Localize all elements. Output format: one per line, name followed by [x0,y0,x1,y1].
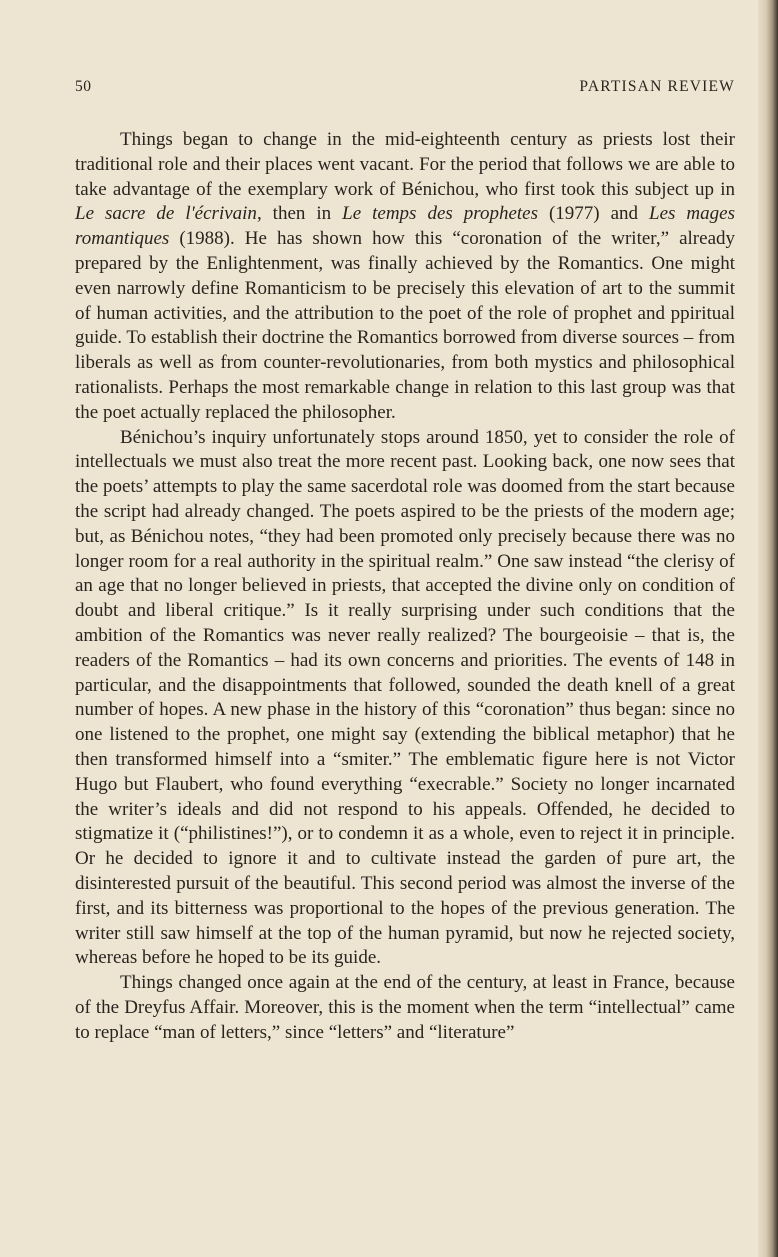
book-title-les-mages: Les mages romantiques [75,203,735,250]
paragraph-2: Bénichou’s inquiry unfortunately stops around 1850, yet to consider the role of intellectuals we must also treat the more recent past. Looking back, one now sees that the poets’ attempts to play the same sacerdotal role was doomed from the start because the script had already changed. The poets aspired to be the priests of the modern age; but, as Bénichou notes, “they had been promoted only precisely because there was no longer room for a real authority in the spiritual realm.” One saw instead “the clerisy of an age that no longer believed in priests, that accepted the divine only on condition of doubt and liberal critique.” Is it really surprising under such conditions that the ambition of the Romantics was never really realized? The bourgeoisie – that is, the readers of the Romantics – had its own concerns and priorities. The events of 148 in particular, and the disappointments that followed, sounded the death knell of a great number of hopes. A new phase in the history of this “coronation” thus began: since no one listened to the prophet, one might say (extending the biblical metaphor) that he then transformed himself into a “smiter.” The emblematic figure here is not Victor Hugo but Flaubert, who found everything “execrable.” Society no longer incarnated the writer’s ideals and did not respond to his appeals. Offended, he decided to stigmatize it (“philistines!”), or to condemn it as a whole, even to reject it in principle. Or he decided to ignore it and to cultivate instead the garden of pure art, the disinterested pursuit of the beautiful. This second period was almost the inverse of the first, and its bitterness was proportional to the hopes of the previous generation. The writer still saw himself at the top of the human pyramid, but now he rejected society, whereas before he hoped to be its guide. [75,426,735,969]
paragraph-1 [75,128,735,426]
article-body [75,128,735,1045]
book-title-le-sacre: Le sacre de l'écrivain [75,203,257,225]
paragraph-3: Things changed once again at the end of the century, at least in France, because of the Dreyfus Affair. Moreover, this is the moment when the term “intellectual” came to replace “man of letters,” since “letters” and “literature” [75,972,735,1043]
running-title: PARTISAN REVIEW [579,78,735,95]
page-binding-shadow [758,0,778,1257]
page-header [75,78,735,102]
paragraph-1-text-b: , then in [256,203,343,225]
paragraph-1-text-d: (1988). He has shown how this “coronation of the writer,” already prepared by the Enlightenment, was finally achieved by the Romantics. One might even narrowly define Romanticism to be precisely this elevation of art to the summit of human activities, and the attribution to the poet of the role of prophet and ppiritual guide. To establish their doctrine the Romantics borrowed from diverse sources – from liberals as well as from counter-revolutionaries, from both mystics and philosophical rationalists. Perhaps the most remarkable change in relation to this last group was that the poet actually replaced the philosopher. [75,228,735,423]
paragraph-1-text-c: (1977) and [537,203,650,225]
page-number: 50 [75,78,92,95]
paragraph-1-text-a: Things began to change in the mid-eighteenth century as priests lost their traditional role and their places went vacant. For the period that follows we are able to take advantage of the exemplary work of Bénichou, who first took this subject up in [75,129,735,200]
book-title-le-temps: Le temps des prophetes [342,203,538,225]
